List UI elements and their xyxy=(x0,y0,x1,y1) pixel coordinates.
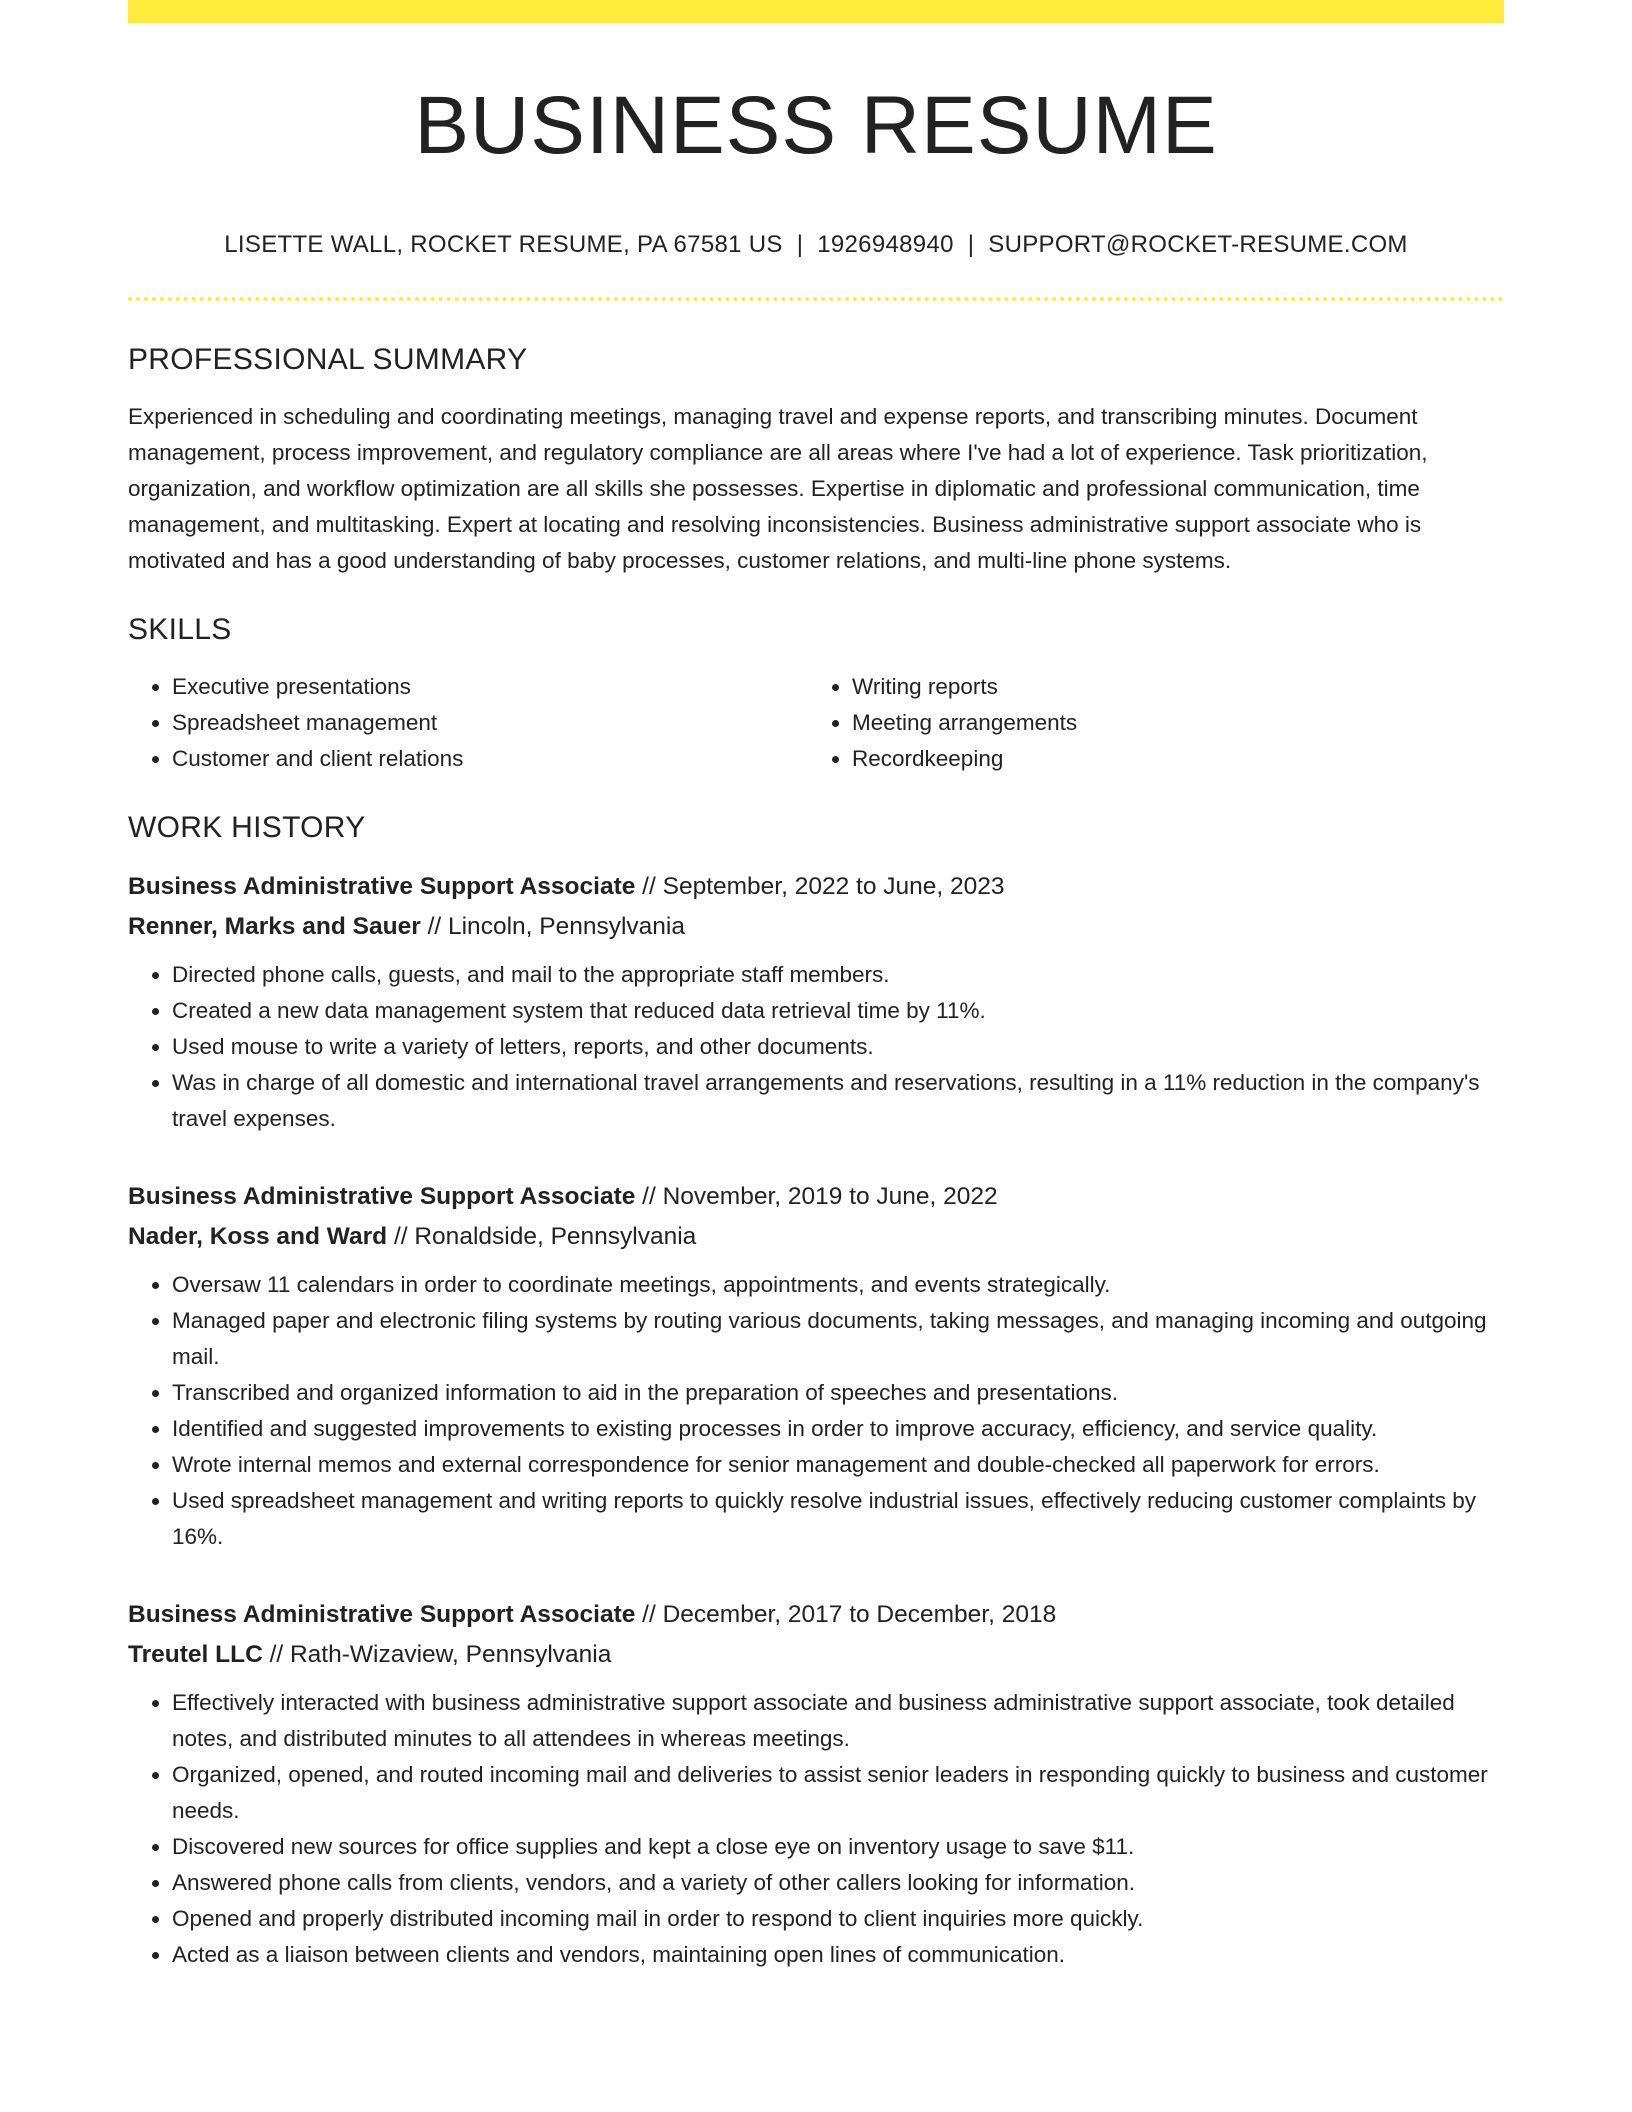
skills-heading: SKILLS xyxy=(128,613,232,646)
job-entry xyxy=(128,1595,1504,1973)
job-company-line xyxy=(128,907,1504,947)
contact-address: LISETTE WALL, ROCKET RESUME, PA 67581 US xyxy=(224,231,783,258)
job-company: Renner, Marks and Sauer xyxy=(128,913,421,940)
job-company-line xyxy=(128,1635,1504,1675)
page-title: BUSINESS RESUME xyxy=(414,80,1218,171)
job-bullet: • Managed paper and electronic filing systems by routing various documents, taking messages, and managing incoming and outgoing mail. xyxy=(172,1303,1504,1375)
resume-page xyxy=(128,0,1504,1973)
job-bullet: • Organized, opened, and routed incoming mail and deliveries to assist senior leaders in responding quickly to business and customer needs. xyxy=(172,1757,1504,1829)
work-history-heading: WORK HISTORY xyxy=(128,811,366,844)
job-bullet: • Discovered new sources for office supplies and kept a close eye on inventory usage to save $11. xyxy=(172,1829,1504,1865)
job-bullet: • Was in charge of all domestic and international travel arrangements and reservations, resulting in a 11% reduction in the company's travel expenses. xyxy=(172,1065,1504,1137)
contact-separator: | xyxy=(967,231,975,258)
skill-item: • Recordkeeping xyxy=(852,741,1488,777)
job-dates: // September, 2022 to June, 2023 xyxy=(635,873,1005,900)
skills-column-right xyxy=(808,669,1488,777)
job-company: Treutel LLC xyxy=(128,1641,263,1668)
job-bullet: • Opened and properly distributed incoming mail in order to respond to client inquiries more quickly. xyxy=(172,1901,1504,1937)
skills-column-left xyxy=(128,669,808,777)
job-dates: // November, 2019 to June, 2022 xyxy=(635,1183,998,1210)
job-bullet: • Directed phone calls, guests, and mail to the appropriate staff members. xyxy=(172,957,1504,993)
job-title-line xyxy=(128,867,1504,907)
job-bullet: • Acted as a liaison between clients and vendors, maintaining open lines of communication. xyxy=(172,1937,1504,1973)
job-bullets xyxy=(128,1685,1504,1973)
accent-bar xyxy=(128,0,1504,23)
skill-item: • Executive presentations xyxy=(172,669,808,705)
contact-separator: | xyxy=(796,231,804,258)
job-bullet: • Oversaw 11 calendars in order to coordinate meetings, appointments, and events strategically. xyxy=(172,1267,1504,1303)
skill-item: • Spreadsheet management xyxy=(172,705,808,741)
summary-text: Experienced in scheduling and coordinating meetings, managing travel and expense reports, and transcribing minutes. Document management, process improvement, and regulatory compliance are all areas where I've had a lot of experience. Task prioritization, organization, and workflow optimization are all skills she possesses. Expertise in diplomatic and professional communication, time management, and multitasking. Expert at locating and resolving inconsistencies. Business administrative support associate who is motivated and has a good understanding of baby processes, customer relations, and multi-line phone systems. xyxy=(128,404,1428,573)
contact-email: SUPPORT@ROCKET-RESUME.COM xyxy=(988,231,1408,258)
dotted-divider xyxy=(128,297,1504,301)
job-location: // Ronaldside, Pennsylvania xyxy=(387,1223,697,1250)
job-title-line xyxy=(128,1595,1504,1635)
skill-item: • Writing reports xyxy=(852,669,1488,705)
job-title: Business Administrative Support Associate xyxy=(128,1601,636,1628)
job-bullets xyxy=(128,957,1504,1137)
job-bullet: • Used spreadsheet management and writing reports to quickly resolve industrial issues, effectively reducing customer complaints by 16%. xyxy=(172,1483,1504,1555)
job-entry xyxy=(128,867,1504,1137)
job-title-line xyxy=(128,1177,1504,1217)
job-company-line xyxy=(128,1217,1504,1257)
skill-item: • Customer and client relations xyxy=(172,741,808,777)
job-bullet: • Used mouse to write a variety of letters, reports, and other documents. xyxy=(172,1029,1504,1065)
job-bullets xyxy=(128,1267,1504,1555)
job-entry xyxy=(128,1177,1504,1555)
job-company: Nader, Koss and Ward xyxy=(128,1223,388,1250)
contact-line xyxy=(128,231,1504,259)
job-title: Business Administrative Support Associate xyxy=(128,1183,636,1210)
job-bullet: • Created a new data management system that reduced data retrieval time by 11%. xyxy=(172,993,1504,1029)
skill-item: • Meeting arrangements xyxy=(852,705,1488,741)
job-bullet: • Effectively interacted with business administrative support associate and business administrative support associate, took detailed notes, and distributed minutes to all attendees in whereas meetings. xyxy=(172,1685,1504,1757)
contact-phone: 1926948940 xyxy=(817,231,954,258)
job-location: // Rath-Wizaview, Pennsylvania xyxy=(262,1641,612,1668)
job-title: Business Administrative Support Associate xyxy=(128,873,636,900)
job-bullet: • Answered phone calls from clients, vendors, and a variety of other callers looking for information. xyxy=(172,1865,1504,1901)
job-bullet: • Wrote internal memos and external correspondence for senior management and double-checked all paperwork for errors. xyxy=(172,1447,1504,1483)
job-dates: // December, 2017 to December, 2018 xyxy=(635,1601,1057,1628)
summary-heading: PROFESSIONAL SUMMARY xyxy=(128,343,528,376)
job-bullet: • Transcribed and organized information to aid in the preparation of speeches and presentations. xyxy=(172,1375,1504,1411)
skills-list xyxy=(128,669,1504,777)
job-bullet: • Identified and suggested improvements to existing processes in order to improve accuracy, efficiency, and service quality. xyxy=(172,1411,1504,1447)
job-location: // Lincoln, Pennsylvania xyxy=(420,913,685,940)
